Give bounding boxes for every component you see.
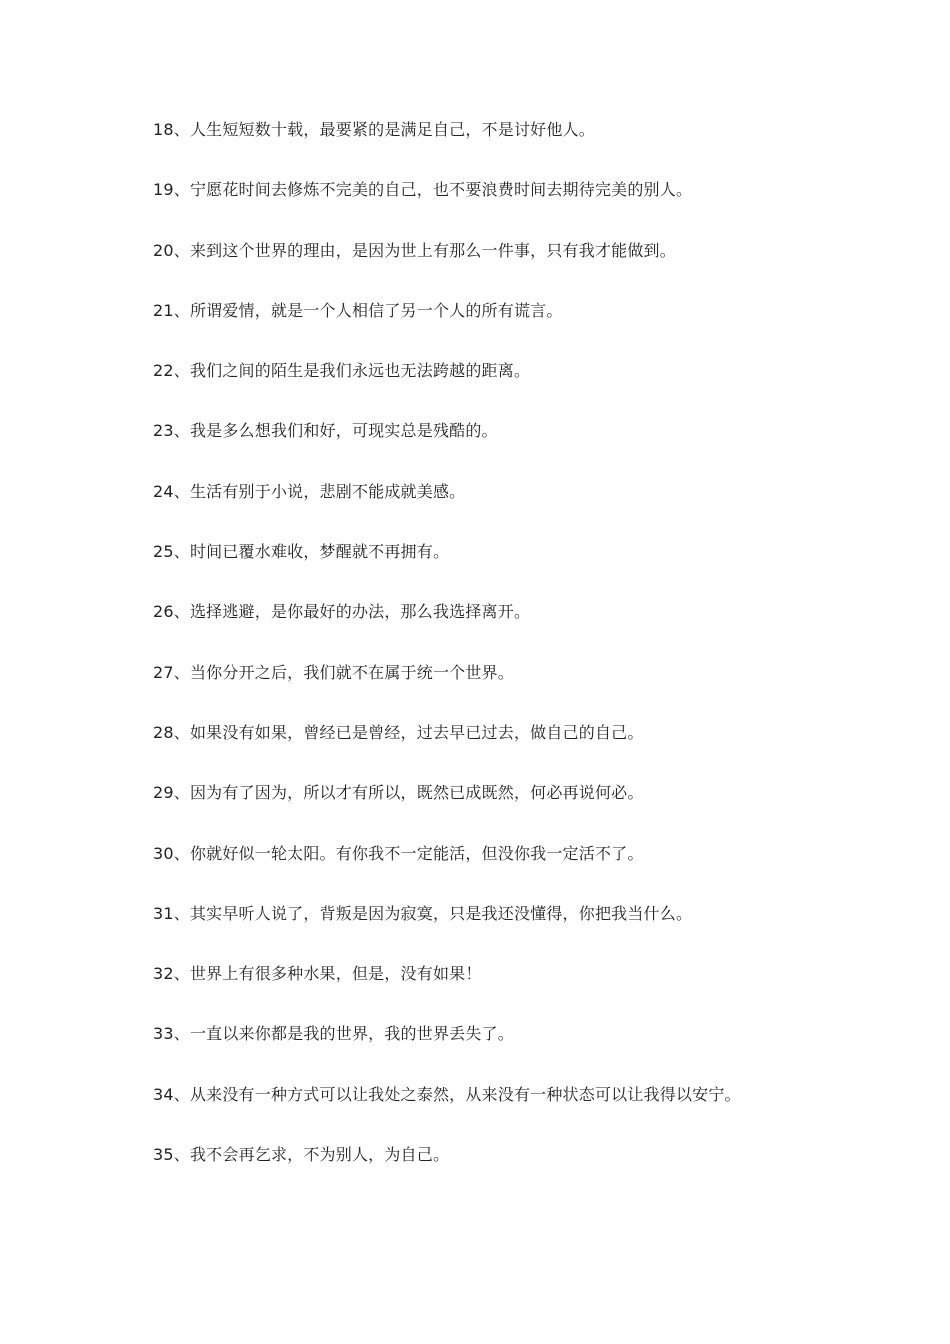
quote-line-24: 24、生活有别于小说，悲剧不能成就美感。 [153, 481, 466, 501]
quote-line-23: 23、我是多么想我们和好，可现实总是残酷的。 [153, 421, 498, 441]
quote-line-21: 21、所谓爱情，就是一个人相信了另一个人的所有谎言。 [153, 300, 563, 320]
quote-line-31: 31、其实早听人说了，背叛是因为寂寞，只是我还没懂得，你把我当什么。 [153, 903, 693, 923]
quote-line-33: 33、一直以来你都是我的世界，我的世界丢失了。 [153, 1024, 514, 1044]
quote-line-26: 26、选择逃避，是你最好的办法，那么我选择离开。 [153, 602, 531, 622]
quote-line-28: 28、如果没有如果，曾经已是曾经，过去早已过去，做自己的自己。 [153, 722, 644, 742]
quote-line-25: 25、时间已覆水难收，梦醒就不再拥有。 [153, 542, 450, 562]
quote-line-35: 35、我不会再乞求，不为别人，为自己。 [153, 1145, 450, 1165]
quote-line-20: 20、来到这个世界的理由，是因为世上有那么一件事，只有我才能做到。 [153, 240, 676, 260]
quote-list [153, 116, 913, 1201]
quote-line-18: 18、人生短短数十载，最要紧的是满足自己，不是讨好他人。 [153, 120, 595, 139]
quote-line-32: 32、世界上有很多种水果，但是，没有如果！ [153, 964, 482, 984]
quote-line-27: 27、当你分开之后，我们就不在属于统一个世界。 [153, 662, 514, 682]
quote-line-19: 19、宁愿花时间去修炼不完美的自己，也不要浪费时间去期待完美的别人。 [153, 180, 693, 200]
quote-line-29: 29、因为有了因为，所以才有所以，既然已成既然，何必再说何必。 [153, 783, 644, 803]
quote-line-34: 34、从来没有一种方式可以让我处之泰然，从来没有一种状态可以让我得以安宁。 [153, 1084, 741, 1104]
quote-line-30: 30、你就好似一轮太阳。有你我不一定能活，但没你我一定活不了。 [153, 843, 644, 863]
quote-line-22: 22、我们之间的陌生是我们永远也无法跨越的距离。 [153, 361, 531, 381]
